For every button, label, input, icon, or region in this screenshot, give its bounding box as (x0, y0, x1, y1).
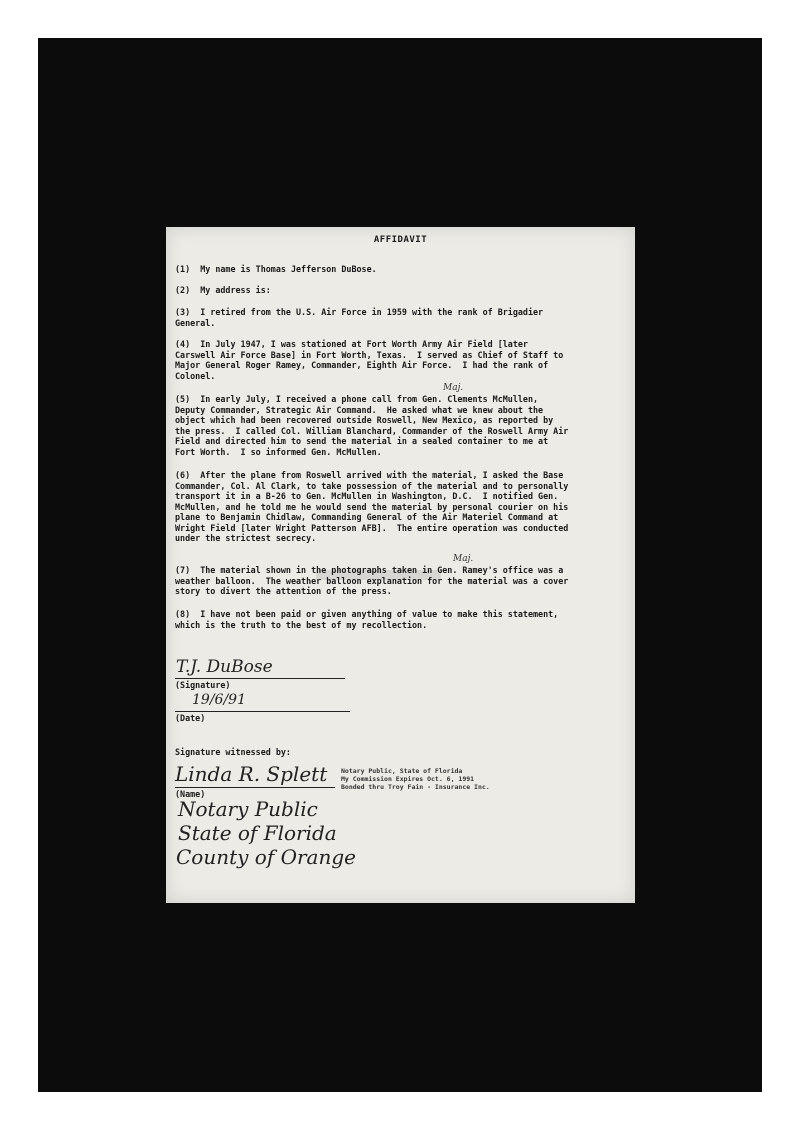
handwritten-maj-annotation-2: Maj. (453, 554, 474, 564)
signature-line (175, 678, 345, 679)
signature-label: (Signature) (175, 680, 231, 690)
paragraph-5: (5) In early July, I received a phone call from Gen. Clements McMullen, Deputy Commander, Strategic Air Command. He asked what we knew about the object which had been recovered outside Roswell, New Mexico, as reported by the press. I called Col. William Blanchard, Commander of the Roswell Army Air Field and directed him to send the material in a sealed container to me at Fort Worth. I so informed Gen. McMullen. (175, 394, 569, 457)
paragraph-3: (3) I retired from the U.S. Air Force in 1959 with the rank of Brigadier General. (175, 307, 544, 328)
witness-state-line: State of Florida (178, 821, 337, 845)
paragraph-4: (4) In July 1947, I was stationed at Fort Worth Army Air Field [later Carswell Air Force Base] in Fort Worth, Texas. I served as Chief of Staff to Major General Roger Ramey, Commander, Eighth Air Force. I had the rank of Colonel. (175, 339, 564, 381)
name-line (175, 787, 335, 788)
notary-stamp: Notary Public, State of Florida My Commission Expires Oct. 6, 1991 Bonded thru Troy Fain - Insurance Inc. (341, 767, 490, 791)
witness-county-line: County of Orange (176, 845, 356, 869)
witness-title-line: Notary Public (178, 797, 318, 821)
paragraph-1: (1) My name is Thomas Jefferson DuBose. (175, 264, 377, 274)
name-label: (Name) (175, 789, 206, 799)
paragraph-8: (8) I have not been paid or given anything of value to make this statement, which is the truth to the best of my recollection. (175, 609, 559, 630)
witnessed-label: Signature witnessed by: (175, 747, 291, 757)
paragraph-7: (7) The material shown in the photographs taken in Gen. Ramey's office was a weather balloon. The weather balloon explanation for the material was a cover story to divert the attention of the press. (175, 565, 569, 596)
affiant-signature: T.J. DuBose (176, 657, 273, 677)
date-label: (Date) (175, 713, 206, 723)
date-line (175, 711, 350, 712)
document-title: AFFIDAVIT (373, 235, 428, 245)
handwritten-maj-annotation: Maj. (443, 383, 464, 393)
signed-date: 19/6/91 (192, 692, 246, 708)
affidavit-page (166, 227, 635, 903)
paragraph-6: (6) After the plane from Roswell arrived with the material, I asked the Base Commander, Col. Al Clark, to take possession of the material and to personally transport it in a B-26 to Gen. McMullen in Washington, D.C. I notified Gen. McMullen, and he told me he would send the material by personal courier on his plane to Benjamin Chidlaw, Commanding General of the Air Materiel Command at Wright Field [later Wright Patterson AFB]. The entire operation was conducted under the strictest secrecy. (175, 470, 569, 543)
paragraph-2: (2) My address is: (175, 285, 271, 295)
witness-signature: Linda R. Splett (175, 762, 328, 786)
